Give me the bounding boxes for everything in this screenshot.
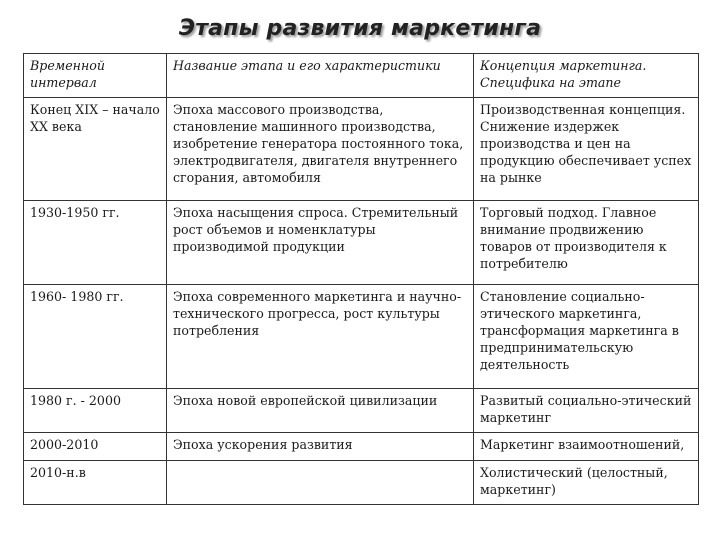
cell-stage: Эпоха насыщения спроса. Стремительный рост объемов и номенклатуры производимой продукции xyxy=(167,201,474,285)
cell-stage: Эпоха новой европейской цивилизации xyxy=(167,389,474,433)
cell-stage: Эпоха современного маркетинга и научно-технического прогресса, рост культуры потребления xyxy=(167,285,474,389)
cell-concept: Развитый социально-этический маркетинг xyxy=(474,389,699,433)
cell-interval: 1960- 1980 гг. xyxy=(24,285,167,389)
slide-title: Этапы развития маркетинга xyxy=(178,16,542,41)
cell-stage xyxy=(167,461,474,505)
cell-stage: Эпоха массового производства, становление машинного производства, изобретение генератора постоянного тока, электродвигателя, двигателя внутреннего сгорания, автомобиля xyxy=(167,98,474,201)
table-row xyxy=(24,98,699,201)
table-row xyxy=(24,461,699,505)
cell-concept: Производственная концепция. Снижение издержек производства и цен на продукцию обеспечивает успех на рынке xyxy=(474,98,699,201)
marketing-stages-table xyxy=(23,53,699,505)
table-row xyxy=(24,285,699,389)
cell-interval: 2010-н.в xyxy=(24,461,167,505)
header-interval: Временной интервал xyxy=(24,54,167,98)
header-stage: Название этапа и его характеристики xyxy=(167,54,474,98)
cell-interval: Конец XIX – начало XX века xyxy=(24,98,167,201)
cell-concept: Маркетинг взаимоотношений, xyxy=(474,433,699,461)
cell-concept: Становление социально-этического маркетинга, трансформация маркетинга в предпринимательскую деятельность xyxy=(474,285,699,389)
header-concept: Концепция маркетинга. Специфика на этапе xyxy=(474,54,699,98)
cell-stage: Эпоха ускорения развития xyxy=(167,433,474,461)
cell-concept: Холистический (целостный, маркетинг) xyxy=(474,461,699,505)
cell-interval: 1980 г. - 2000 xyxy=(24,389,167,433)
cell-interval: 1930-1950 гг. xyxy=(24,201,167,285)
table-row xyxy=(24,201,699,285)
table-header-row xyxy=(24,54,699,98)
cell-concept: Торговый подход. Главное внимание продвижению товаров от производителя к потребителю xyxy=(474,201,699,285)
table-row xyxy=(24,389,699,433)
cell-interval: 2000-2010 xyxy=(24,433,167,461)
table-row xyxy=(24,433,699,461)
